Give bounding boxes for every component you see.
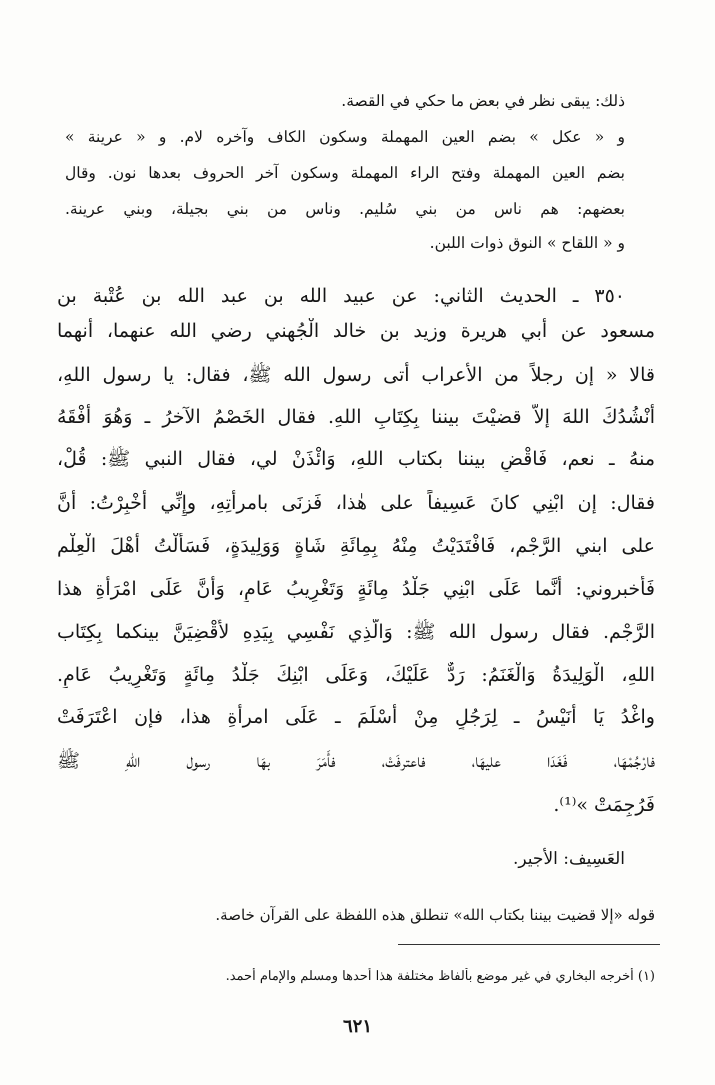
hadith-line-2: مسعود عن أبي هريرة وزيد بن خالد الْجُهني رضي الله عنهما، أنهما [57, 320, 655, 342]
intro-line-5: و « اللقاح » النوق ذوات اللبن. [429, 234, 625, 252]
hadith-line-10: اللهِ، الْوَلِيدَةُ وَالْغَنَمُ: رَدٌّ عَلَيْكَ، وَعَلَى ابْنِكَ جَلْدُ مِائَةٍ وَتَغْرِيبُ عَامٍ. [57, 664, 655, 686]
hadith-line-3: قالا « إن رجلاً من الأعراب أتى رسول الله ﷺ، فقال: يا رسول اللهِ، [57, 364, 655, 386]
hadith-line-4: أَنْشُدُكَ اللهَ إلاَّ قضيْتَ بيننا بِكِتَابِ اللهِ. فقال الخَصْمُ الآخرُ ـ وَهُوَ أَفْقَهُ [57, 406, 655, 428]
page-number: ٦٢١ [342, 1016, 372, 1037]
footnote: (١) أخرجه البخاري في غير موضع بألفاظ مختلفة هذا أحدها ومسلم والإمام أحمد. [225, 969, 655, 984]
hadith-line-9: الرَّجْم. فقال رسول الله ﷺ: وَالَّذِي نَفْسِي بِيَدِهِ لأَقْضِيَنَّ بينكما بِكِتَاب [57, 621, 655, 643]
hadith-line-11: واغْدُ يَا أُنَيْسُ ـ لِرَجُلٍ مِنْ أَسْلَمَ ـ عَلَى امرأةِ هذا، فإن اعْتَرَفَتْ [57, 706, 655, 728]
intro-line-4: بعضهم: هم ناس من بني سُليم. وناس من بني بجيلة، وبني عرينة. [65, 200, 625, 218]
hadith-line-12: فارْجُمْهَا، فَغَدَا عليهَا، فاعترفَتْ، فأَمَرَ بهَا رسول اللهِ ﷺ [57, 750, 655, 772]
hadith-line-1: ٣٥٠ ـ الحديث الثاني: عن عبيد الله بن عبد الله بن عُتْبة بن [57, 285, 625, 307]
footnote-separator [398, 944, 660, 945]
commentary-line: قوله «إلا قضيت بيننا بكتاب الله» تنطلق هذه اللفظة على القرآن خاصة. [215, 906, 655, 924]
intro-line-1: ذلك: يبقى نظر في بعض ما حكي في القصة. [341, 92, 625, 110]
hadith-line-6: فقال: إن ابْنِي كانَ عَسِيفاً على هٰذا، فَزنَى بامرأتِهِ، وإِنِّي أُخْبِرْتُ: أَنَّ [57, 492, 655, 514]
intro-line-2: و « عكل » بضم العين المهملة وسكون الكاف وآخره لام. و « عرينة » [65, 128, 625, 146]
hadith-line-13: فَرُجِمَتْ »⁽¹⁾. [553, 794, 655, 816]
hadith-line-7: على ابني الرَّجْم، فَافْتَدَيْتُ مِنْهُ بِمِائَةِ شَاةٍ وَوَلِيدَةٍ، فَسَأَلْتُ أَهْلَ الْعِلْم [57, 535, 655, 557]
intro-line-3: بضم العين المهملة وفتح الراء المهملة وسكون آخر الحروف بعدها نون. وقال [65, 164, 625, 182]
hadith-line-8: فَأَخبروني: أَنَّما عَلَى ابْنِي جَلْدُ مِائَةٍ وَتَغْرِيبُ عَامٍ، وَأَنَّ عَلَى امْرَأَةِ هذا [57, 578, 655, 600]
vocabulary-note: العَسِيف: الأجير. [513, 849, 625, 869]
hadith-line-5: منهُ ـ نعم، فَاقْضِ بيننا بكتاب اللهِ، وَائْذَنْ لي، فقال النبي ﷺ: قُلْ، [57, 448, 655, 470]
